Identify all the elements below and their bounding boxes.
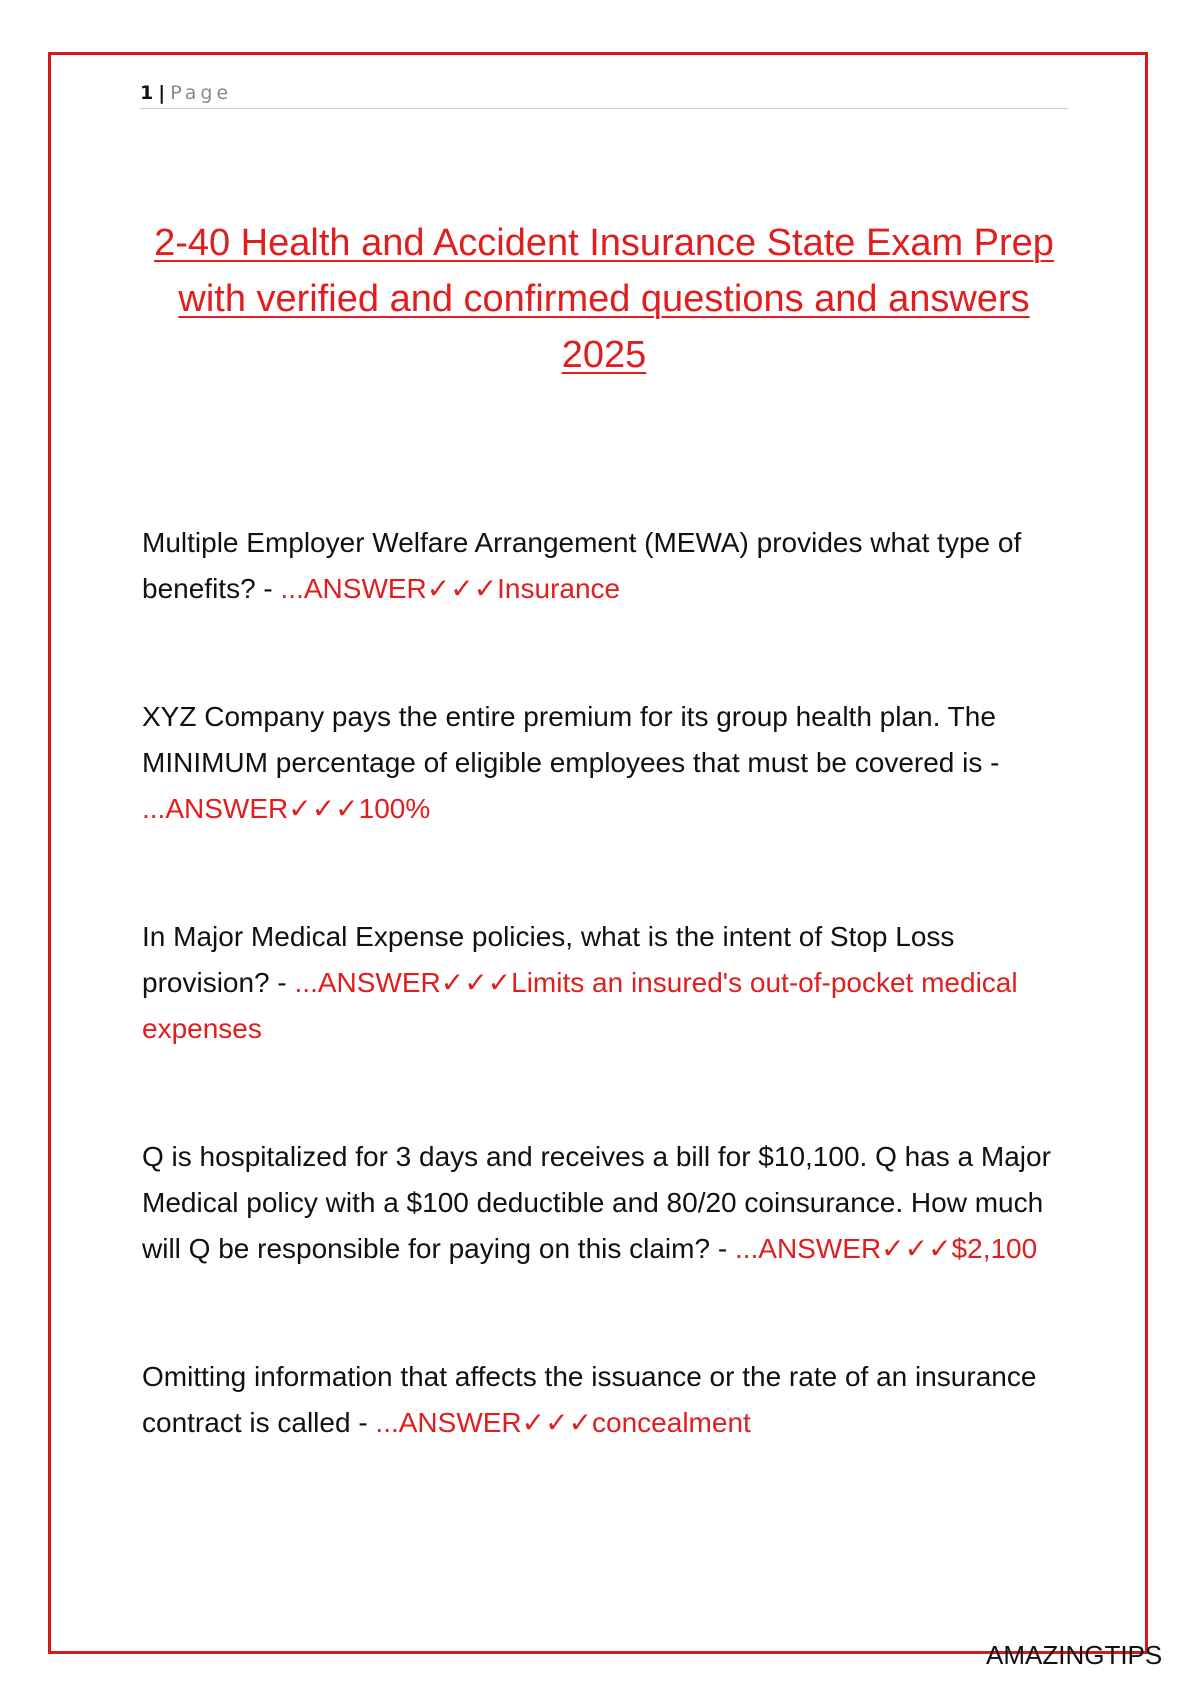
answer-text: ...ANSWER✓✓✓Insurance [280,573,621,604]
question-text: In Major Medical Expense policies, what is the intent of Stop Loss provision? - [142,921,955,998]
qa-item [142,914,1072,1052]
footer-credit: AMAZINGTIPS [986,1640,1163,1670]
qa-list [142,520,1072,1528]
qa-item [142,1134,1072,1272]
question-text: Multiple Employer Welfare Arrangement (MEWA) provides what type of benefits? - [142,527,1022,604]
question-text: Q is hospitalized for 3 days and receives a bill for $10,100. Q has a Major Medical policy with a $100 deductible and 80/20 coinsurance. How much will Q be responsible for paying on this claim? - [142,1141,1051,1264]
qa-item [142,694,1072,832]
page-number: 1 [140,82,154,104]
document-title: 2-40 Health and Accident Insurance State Exam Prep with verified and confirmed questions and answers 2025 [154,222,1054,376]
answer-text: ...ANSWER✓✓✓$2,100 [734,1233,1038,1264]
page-label: Page [170,82,233,104]
page-separator: | [158,82,166,104]
page-header [140,78,1068,109]
question-text: XYZ Company pays the entire premium for its group health plan. The MINIMUM percentage of eligible employees that must be covered is - [142,701,1000,778]
answer-text: ...ANSWER✓✓✓concealment [375,1407,751,1438]
answer-text: ...ANSWER✓✓✓100% [142,793,431,824]
qa-item [142,520,1072,612]
question-text: Omitting information that affects the issuance or the rate of an insurance contract is called - [142,1361,1037,1438]
answer-text: ...ANSWER✓✓✓Limits an insured's out-of-pocket medical expenses [142,967,1018,1044]
qa-item [142,1354,1072,1446]
